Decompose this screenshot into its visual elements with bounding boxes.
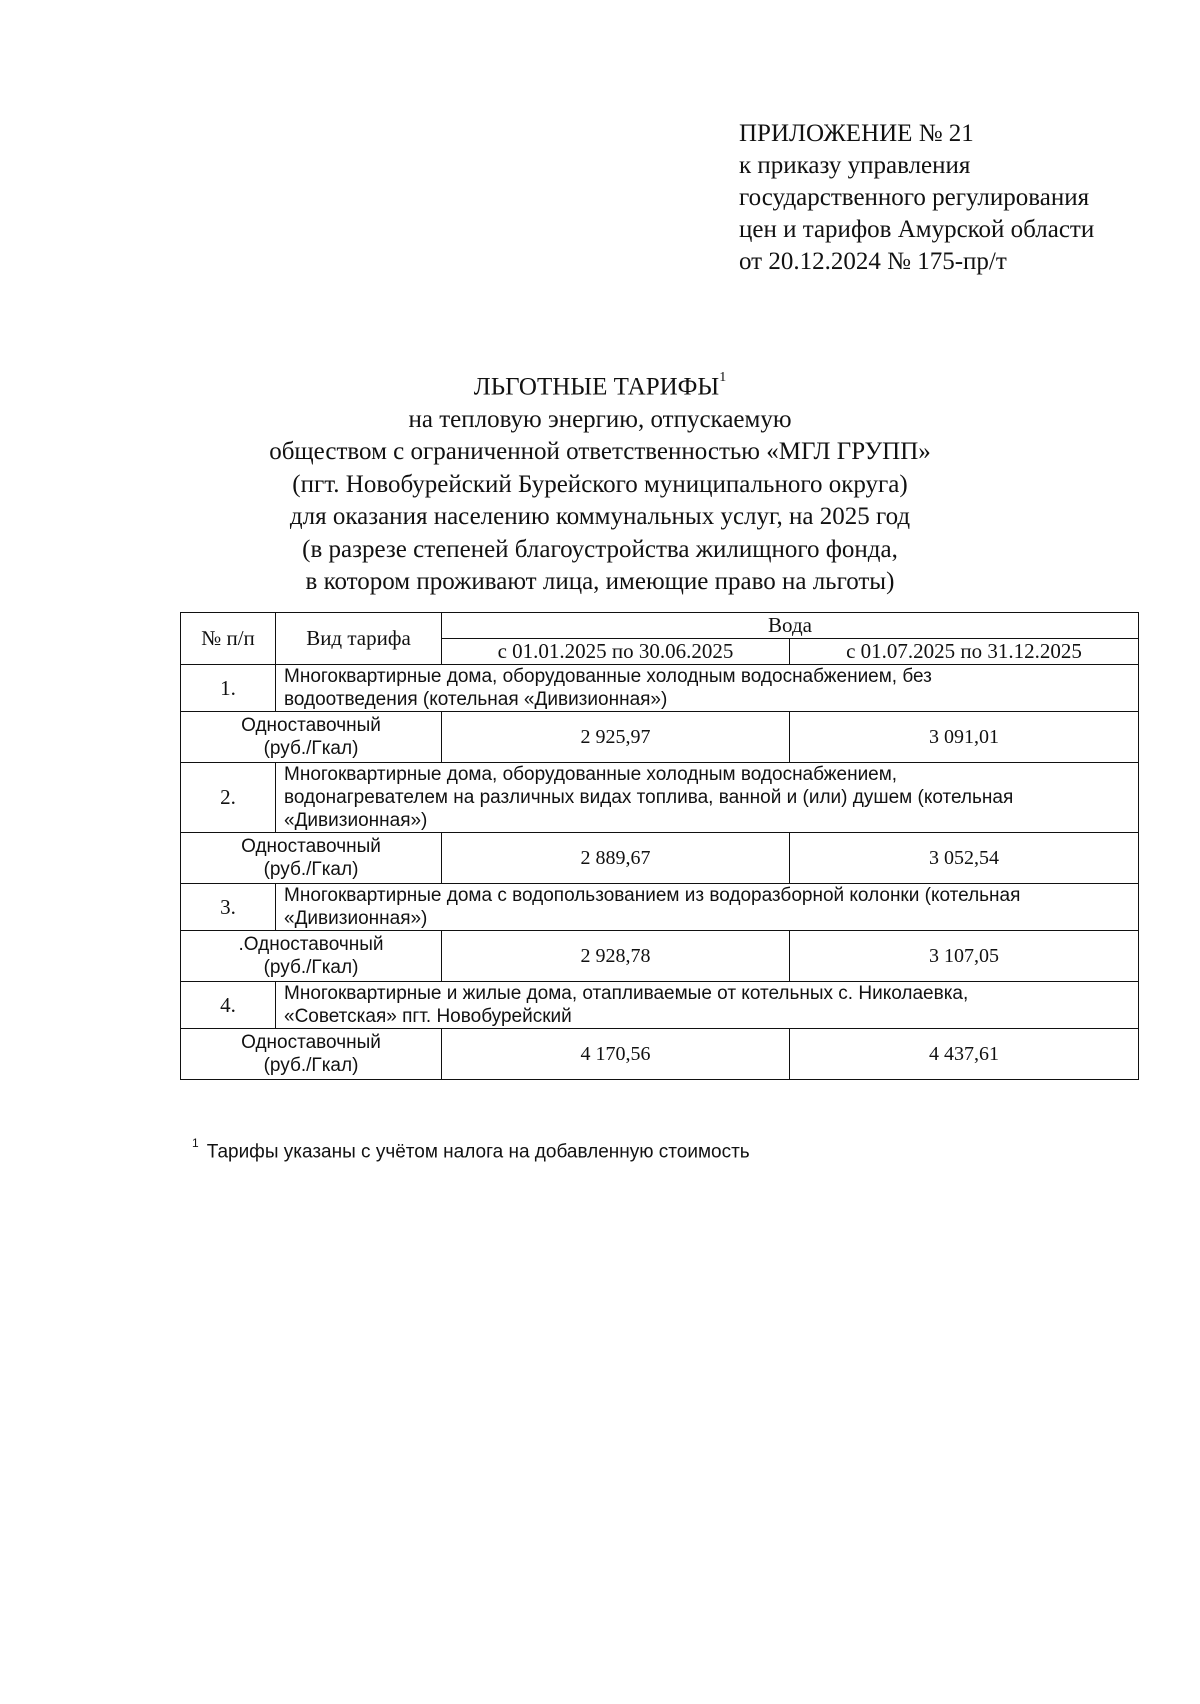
table-row-category bbox=[181, 982, 1139, 1029]
row-description-line: водонагревателем на различных видах топлива, ванной и (или) душем (котельная bbox=[284, 787, 1014, 808]
title-line: на тепловую энергию, отпускаемую bbox=[408, 405, 792, 433]
row-description bbox=[276, 763, 1139, 833]
table-row-rate bbox=[181, 931, 1139, 982]
tariff-value-period-2: 4 437,61 bbox=[790, 1029, 1139, 1080]
row-number: 2. bbox=[181, 763, 276, 833]
table-header-row bbox=[181, 613, 1139, 639]
rate-type-name: Одноставочный bbox=[241, 715, 381, 736]
title-line: в котором проживают лица, имеющие право на льготы) bbox=[305, 568, 895, 596]
table-row-rate bbox=[181, 712, 1139, 763]
row-description-line: Многоквартирные и жилые дома, отапливаемые от котельных с. Николаевка, bbox=[284, 983, 969, 1004]
footnote-reference: 1 bbox=[719, 370, 727, 385]
row-description-line: Многоквартирные дома, оборудованные холодным водоснабжением, без bbox=[284, 666, 932, 687]
tariff-value-period-1: 2 928,78 bbox=[442, 931, 790, 982]
rate-type-label bbox=[181, 1029, 442, 1080]
row-description-line: «Дивизионная») bbox=[284, 810, 428, 831]
title-heading bbox=[0, 366, 1200, 404]
row-description-line: «Советская» пгт. Новобурейский bbox=[284, 1006, 572, 1027]
rate-type-label bbox=[181, 712, 442, 763]
footnote bbox=[192, 1134, 750, 1164]
table-row-rate bbox=[181, 833, 1139, 884]
table-row-category bbox=[181, 763, 1139, 833]
row-number: 4. bbox=[181, 982, 276, 1029]
footnote-text: Тарифы указаны с учётом налога на добавленную стоимость bbox=[206, 1141, 750, 1163]
tariff-value-period-2: 3 091,01 bbox=[790, 712, 1139, 763]
tariff-value-period-1: 4 170,56 bbox=[442, 1029, 790, 1080]
row-description-line: Многоквартирные дома, оборудованные холодным водоснабжением, bbox=[284, 764, 898, 785]
row-number: 1. bbox=[181, 665, 276, 712]
column-header-period-1: с 01.01.2025 по 30.06.2025 bbox=[442, 639, 790, 665]
rate-type-label bbox=[181, 833, 442, 884]
table-row-category bbox=[181, 884, 1139, 931]
title-line: (в разрезе степеней благоустройства жилищного фонда, bbox=[302, 535, 898, 563]
table-row-category bbox=[181, 665, 1139, 712]
title-line: для оказания населению коммунальных услуг, на 2025 год bbox=[289, 503, 911, 531]
tariff-value-period-1: 2 925,97 bbox=[442, 712, 790, 763]
column-group-header-water: Вода bbox=[442, 613, 1139, 639]
appendix-block bbox=[739, 118, 1094, 278]
tariff-value-period-2: 3 052,54 bbox=[790, 833, 1139, 884]
column-header-tariff-kind: Вид тарифа bbox=[276, 613, 442, 665]
appendix-number: ПРИЛОЖЕНИЕ № 21 bbox=[739, 120, 974, 147]
rate-type-unit: (руб./Гкал) bbox=[263, 738, 359, 759]
column-header-number: № п/п bbox=[181, 613, 276, 665]
row-description bbox=[276, 884, 1139, 931]
tariff-value-period-2: 3 107,05 bbox=[790, 931, 1139, 982]
rate-type-label bbox=[181, 931, 442, 982]
appendix-line: цен и тарифов Амурской области bbox=[739, 216, 1095, 243]
row-description-line: водоотведения (котельная «Дивизионная») bbox=[284, 689, 668, 710]
row-description bbox=[276, 665, 1139, 712]
appendix-line: к приказу управления bbox=[739, 152, 971, 179]
footnote-mark: 1 bbox=[192, 1136, 199, 1150]
tariff-value-period-1: 2 889,67 bbox=[442, 833, 790, 884]
tariffs-table bbox=[180, 612, 1139, 1080]
row-number: 3. bbox=[181, 884, 276, 931]
row-description-line: Многоквартирные дома с водопользованием из водоразборной колонки (котельная bbox=[284, 885, 1021, 906]
rate-type-name: Одноставочный bbox=[241, 1032, 381, 1053]
appendix-line: государственного регулирования bbox=[739, 184, 1090, 211]
rate-type-unit: (руб./Гкал) bbox=[263, 1055, 359, 1076]
column-header-period-2: с 01.07.2025 по 31.12.2025 bbox=[790, 639, 1139, 665]
rate-type-unit: (руб./Гкал) bbox=[263, 957, 359, 978]
title-line: обществом с ограниченной ответственностью «МГЛ ГРУПП» bbox=[269, 438, 931, 466]
appendix-order-date: от 20.12.2024 № 175-пр/т bbox=[739, 248, 1007, 275]
table-row-rate bbox=[181, 1029, 1139, 1080]
row-description bbox=[276, 982, 1139, 1029]
title-heading-text: ЛЬГОТНЫЕ ТАРИФЫ bbox=[473, 373, 720, 401]
rate-type-name: .Одноставочный bbox=[238, 934, 384, 955]
title-line: (пгт. Новобурейский Бурейского муниципального округа) bbox=[292, 470, 908, 498]
rate-type-unit: (руб./Гкал) bbox=[263, 859, 359, 880]
document-title bbox=[0, 366, 1200, 599]
row-description-line: «Дивизионная») bbox=[284, 908, 428, 929]
rate-type-name: Одноставочный bbox=[241, 836, 381, 857]
